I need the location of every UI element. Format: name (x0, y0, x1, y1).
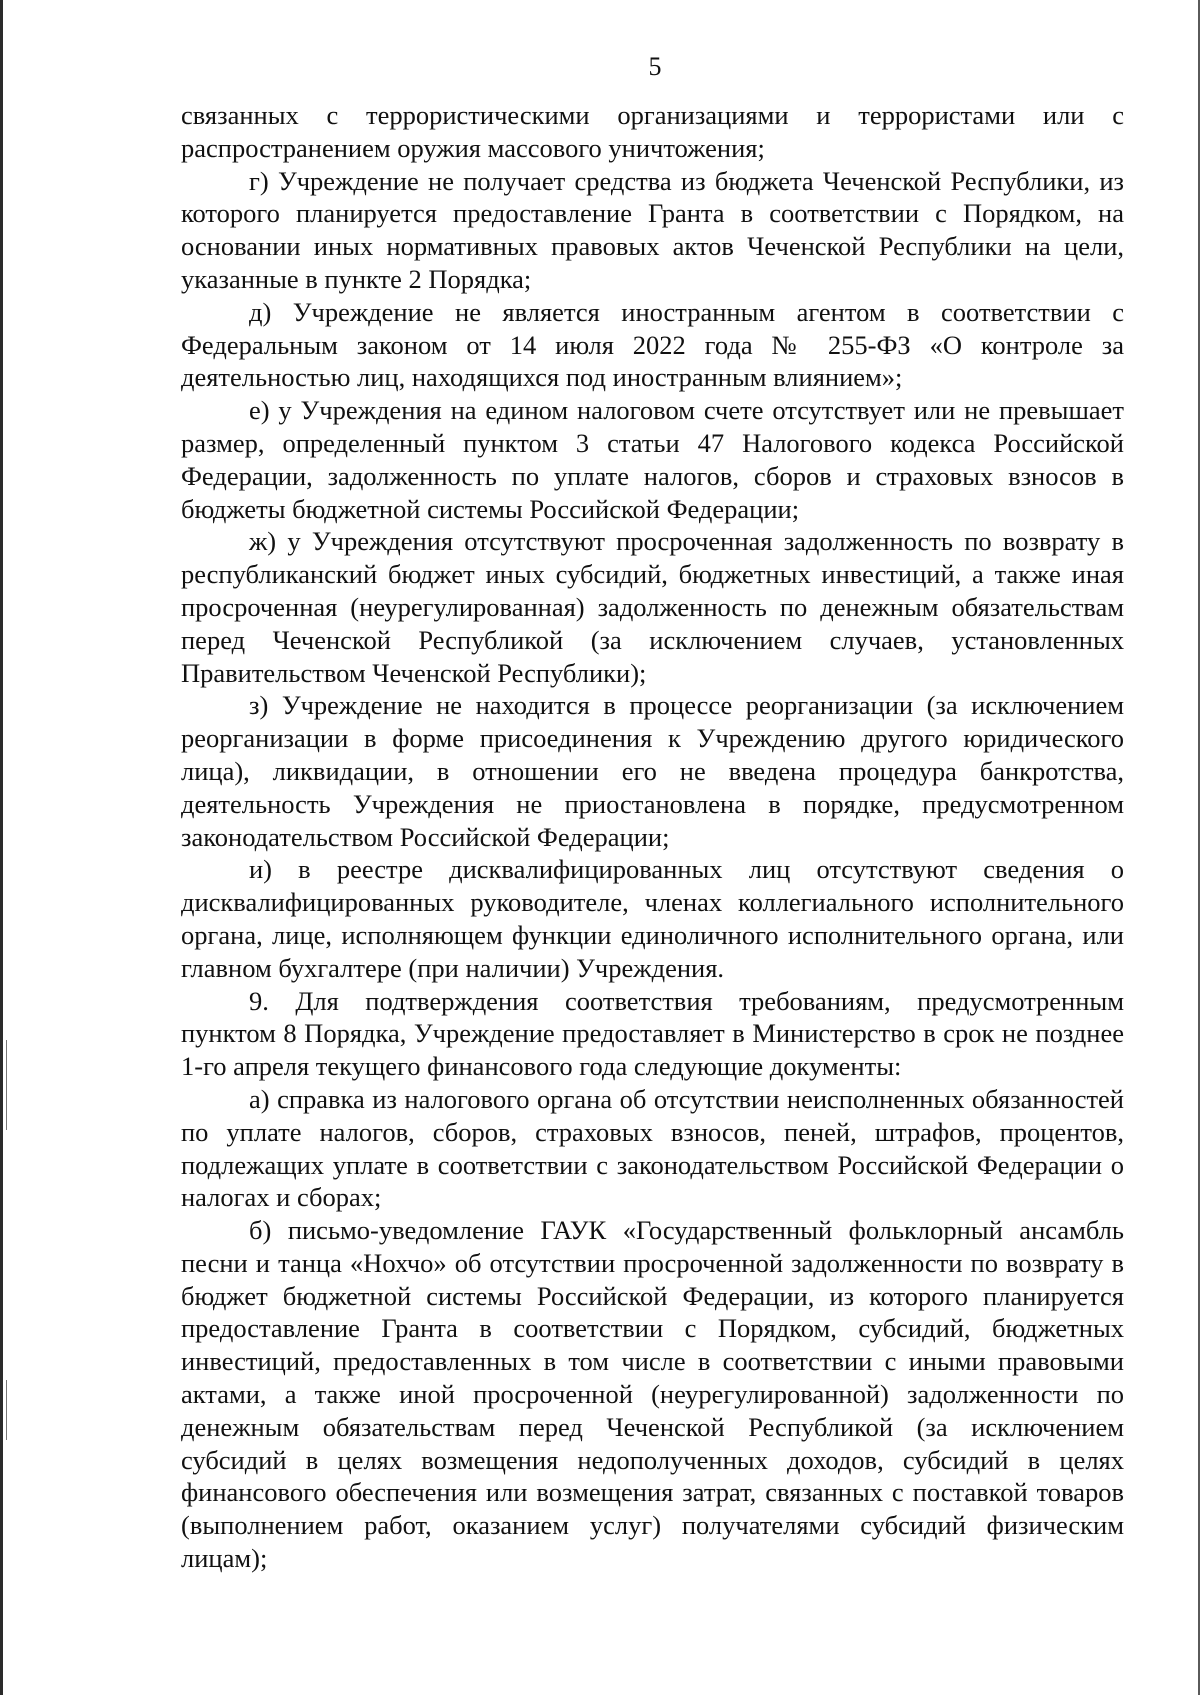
paragraph-item-e: е) у Учреждения на едином налоговом счете отсутствует или не превышает размер, определенный пунктом 3 статьи 47 Налогового кодекса Российской Федерации, задолженность по уплате налогов, сборов и страховых взносов в бюджеты бюджетной системы Российской Федерации; (181, 395, 1124, 524)
paragraph-item-z: з) Учреждение не находится в процессе реорганизации (за исключением реорганизации в форме присоединения к Учреждению другого юридического лица), ликвидации, в отношении его не введена процедура банкротства, деятельность Учреждения не приостановлена в порядке, предусмотренном законодательством Российской Федерации; (181, 690, 1124, 852)
paragraph-item-b: б) письмо-уведомление ГАУК «Государственный фольклорный ансамбль песни и танца «Нохчо» об отсутствии просроченной задолженности по возврату в бюджет бюджетной системы Российской Федерации, из которого планируется предоставление Гранта в соответствии с Порядком, субсидий, бюджетных инвестиций, предоставленных в том числе в соответствии с иными правовыми актами, а также иной просроченной (неурегулированной) задолженности по денежным обязательствам перед Чеченской Республикой (за исключением субсидий в целях возмещения недополученных доходов, субсидий в целях финансового обеспечения или возмещения затрат, связанных с поставкой товаров (выполнением работ, оказанием услуг) получателями субсидий физическим лицам); (181, 1215, 1124, 1574)
paragraph-item-d: д) Учреждение не является иностранным агентом в соответствии с Федеральным законом от 14 июля 2022 года № 255-ФЗ «О контроле за деятельностью лиц, находящихся под иностранным влиянием»; (181, 296, 1124, 393)
scan-edge-mark (6, 1380, 7, 1440)
paragraph-item-a: а) справка из налогового органа об отсутствии неисполненных обязанностей по уплате налогов, сборов, страховых взносов, пеней, штрафов, процентов, подлежащих уплате в соответствии с законодательством Российской Федерации о налогах и сборах; (181, 1083, 1124, 1213)
paragraph-item-g: г) Учреждение не получает средства из бюджета Чеченской Республики, из которого планируется предоставление Гранта в соответствии с Порядком, на основании иных нормативных правовых актов Чеченской Республики на цели, указанные в пункте 2 Порядка; (181, 165, 1124, 294)
document-body (181, 99, 1124, 1575)
paragraph-item-i: и) в реестре дисквалифицированных лиц отсутствуют сведения о дисквалифицированных руководителе, членах коллегиального исполнительного органа, лице, исполняющем функции единоличного исполнительного органа, или главном бухгалтере (при наличии) Учреждения. (181, 854, 1124, 983)
paragraph-continuation: связанных с террористическими организациями и террористами или с распространением оружия массового уничтожения; (181, 100, 1124, 163)
paragraph-item-zh: ж) у Учреждения отсутствуют просроченная задолженность по возврату в республиканский бюджет иных субсидий, бюджетных инвестиций, а также иная просроченная (неурегулированная) задолженность по денежным обязательствам перед Чеченской Республикой (за исключением случаев, установленных Правительством Чеченской Республики); (181, 526, 1124, 688)
page-number: 5 (648, 52, 662, 81)
paragraph-clause-9: 9. Для подтверждения соответствия требованиям, предусмотренным пунктом 8 Порядка, Учреждение предоставляет в Министерство в срок не позднее 1-го апреля текущего финансового года следующие документы: (181, 985, 1124, 1082)
scan-edge-left (0, 0, 3, 1695)
scan-edge-mark (6, 1040, 7, 1130)
